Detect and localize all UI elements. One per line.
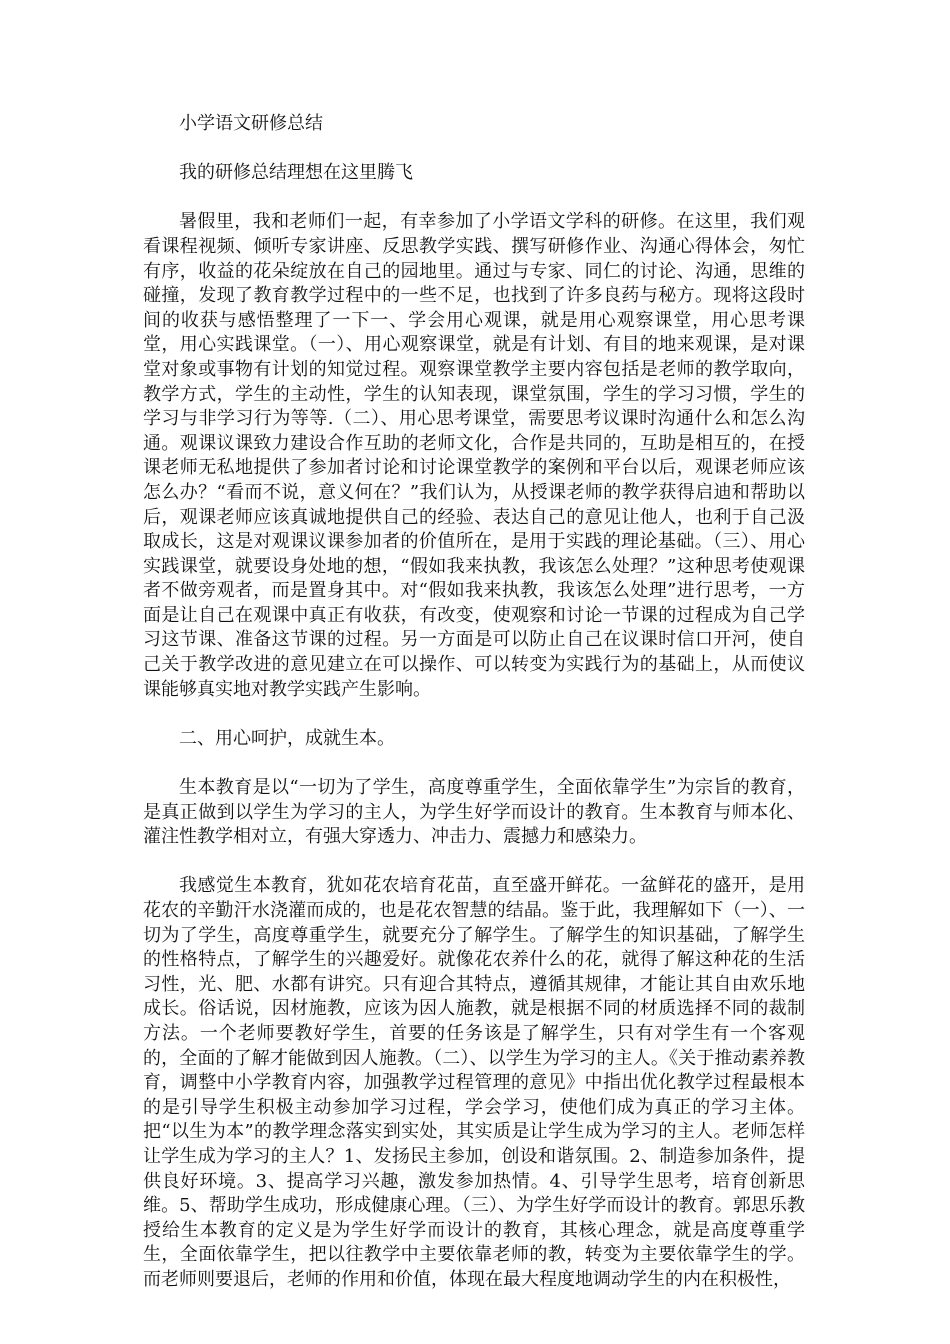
section-heading-2: 二、用心呵护，成就生本。	[179, 727, 395, 749]
paragraph-1: 暑假里，我和老师们一起，有幸参加了小学语文学科的研修。在这里，我们观看课程视频、倾听专家讲座、反思教学实践、撰写研修作业、沟通心得体会，匆忙有序，收益的花朵绽放在自己的园地里。通过与专家、同仁的讨论、沟通，思维的碰撞，发现了教育教学过程中的一些不足，也找到了许多良药与秘方。现将这段时间的收获与感悟整理了一下一、学会用心观课，就是用心观察课堂，用心思考课堂，用心实践课堂。（一）、用心观察课堂，就是有计划、有目的地来观课，是对课堂对象或事物有计划的知觉过程。观察课堂教学主要内容包括是老师的教学取向，教学方式，学生的主动性，学生的认知表现，课堂氛围，学生的学习习惯，学生的学习与非学习行为等等.（二）、用心思考课堂，需要思考议课时沟通什么和怎么沟通。观课议课致力建设合作互助的老师文化，合作是共同的，互助是相互的，在授课老师无私地提供了参加者讨论和讨论课堂教学的案例和平台以后，观课老师应该怎么办？“看而不说，意义何在？”我们认为，从授课老师的教学获得启迪和帮助以后，观课老师应该真诚地提供自己的经验、表达自己的意见让他人，也利于自己汲取成长，这是对观课议课参加者的价值所在，是用于实践的理论基础。（三）、用心实践课堂，就要设身处地的想，“假如我来执教，我该怎么处理？”这种思考使观课者不做旁观者，而是置身其中。对“假如我来执教，我该怎么处理”进行思考，一方面是让自己在观课中真正有收获，有改变，使观察和讨论一节课的过程成为自己学习这节课、准备这节课的过程。另一方面是可以防止自己在议课时信口开河，使自己关于教学改进的意见建立在可以操作、可以转变为实践行为的基础上，从而使议课能够真实地对教学实践产生影响。	[143, 211, 805, 700]
spacer	[143, 186, 805, 211]
document-subtitle: 我的研修总结理想在这里腾飞	[179, 162, 413, 184]
spacer	[143, 850, 805, 875]
paragraph-3: 我感觉生本教育，犹如花农培育花苗，直至盛开鲜花。一盆鲜花的盛开，是用花农的辛勤汗水浇灌而成的，也是花农智慧的结晶。鉴于此，我理解如下（一）、一切为了学生，高度尊重学生，就要充分了解学生。了解学生的知识基础，了解学生的性格特点，了解学生的兴趣爱好。就像花农养什么的花，就得了解这种花的生活习性，光、肥、水都有讲究。只有迎合其特点，遵循其规律，才能让其自由欢乐地成长。俗话说，因材施教，应该为因人施教，就是根据不同的材质选择不同的裁制方法。一个老师要教好学生，首要的任务该是了解学生，只有对学生有一个客观的，全面的了解才能做到因人施教。（二）、以学生为学习的主人。《关于推动素养教育，调整中小学教育内容，加强教学过程管理的意见》中指出优化教学过程最根本的是引导学生积极主动参加学习过程，学会学习，使他们成为真正的学习主体。把“以生为本”的教学理念落实到实处，其实质是让学生成为学习的主人。老师怎样让学生成为学习的主人？1、发扬民主参加，创设和谐氛围。2、制造参加条件，提供良好环境。3、提高学习兴趣，激发参加热情。4、引导学生思考，培育创新思维。5、帮助学生成功，形成健康心理。（三）、为学生好学而设计的教育。郭思乐教授给生本教育的定义是为学生好学而设计的教育，其核心理念，就是高度尊重学生，全面依靠学生，把以往教学中主要依靠老师的教，转变为主要依靠学生的学。而老师则要退后，老师的作用和价值，体现在最大程度地调动学生的内在积极性，	[143, 875, 805, 1290]
document-body	[143, 112, 805, 1293]
paragraph-2: 生本教育是以“一切为了学生，高度尊重学生，全面依靠学生”为宗旨的教育，是真正做到以学生为学习的主人，为学生好学而设计的教育。生本教育与师本化、灌注性教学相对立，有强大穿透力、冲击力、震撼力和感染力。	[143, 777, 805, 848]
spacer	[143, 137, 805, 162]
document-title: 小学语文研修总结	[179, 113, 323, 134]
spacer	[143, 702, 805, 727]
spacer	[143, 751, 805, 776]
